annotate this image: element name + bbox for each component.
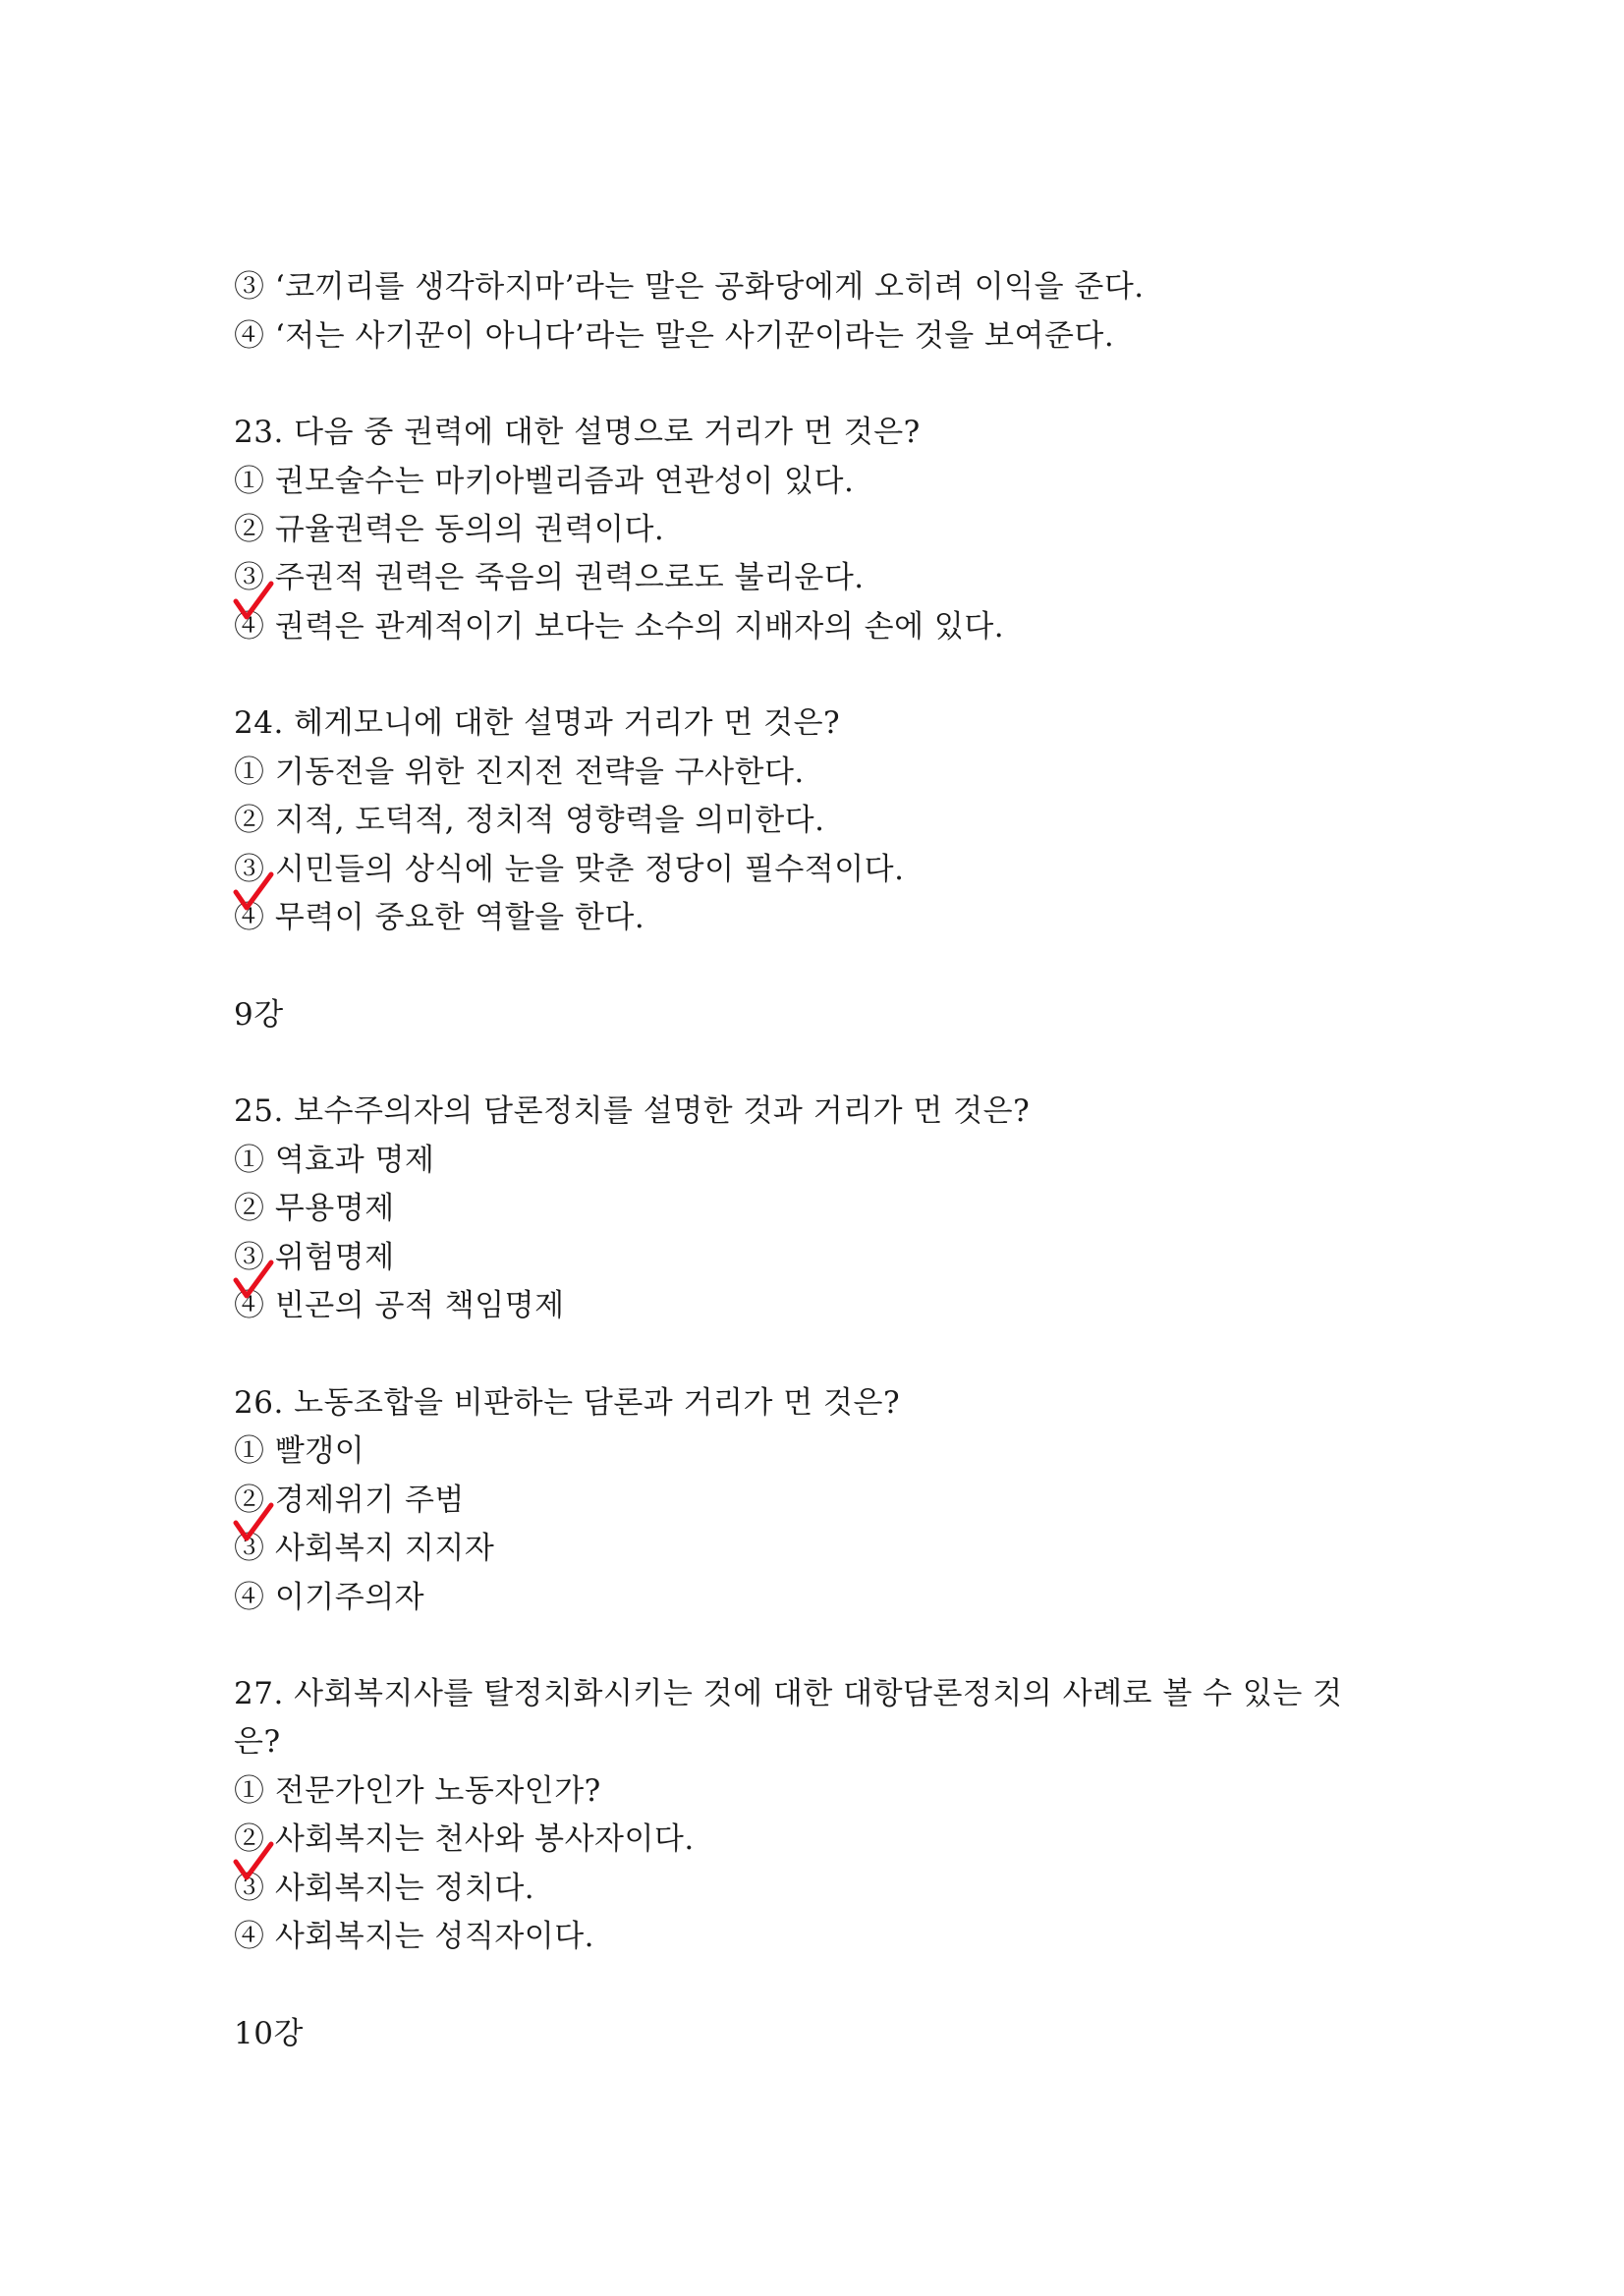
q26-option-2: ② 경제위기 주범 bbox=[234, 1483, 465, 1518]
checkmark-icon bbox=[232, 1501, 277, 1546]
q25-option-2: ② 무용명제 bbox=[234, 1191, 395, 1226]
q25-option-4: ④ 빈곤의 공적 책임명제 bbox=[234, 1288, 565, 1323]
q24-option-1: ① 기동전을 위한 진지전 전략을 구사한다. bbox=[234, 755, 805, 790]
q26-option-1: ① 빨갱이 bbox=[234, 1433, 365, 1469]
q27-option-3: ③ 사회복지는 정치다. bbox=[234, 1871, 535, 1906]
q26-option-4: ④ 이기주의자 bbox=[234, 1580, 425, 1615]
q24-option-4: ④ 무력이 중요한 역할을 한다. bbox=[234, 900, 645, 935]
checkmark-icon bbox=[232, 580, 277, 625]
q27-option-1: ① 전문가인가 노동자인가? bbox=[234, 1773, 601, 1809]
q24-option-2: ② 지적, 도덕적, 정치적 영향력을 의미한다. bbox=[234, 803, 825, 838]
q22-option-3: ③ ‘코끼리를 생각하지마’라는 말은 공화당에게 오히려 이익을 준다. bbox=[234, 269, 1145, 305]
q27-option-2: ② 사회복지는 천사와 봉사자이다. bbox=[234, 1821, 695, 1857]
q25-option-1: ① 역효과 명제 bbox=[234, 1143, 435, 1178]
q23-question: 23. 다음 중 권력에 대한 설명으로 거리가 먼 것은? bbox=[234, 415, 921, 450]
q23-option-1: ① 권모술수는 마키아벨리즘과 연관성이 있다. bbox=[234, 464, 855, 499]
q24-question: 24. 헤게모니에 대한 설명과 거리가 먼 것은? bbox=[234, 705, 841, 741]
q25-question: 25. 보수주의자의 담론정치를 설명한 것과 거리가 먼 것은? bbox=[234, 1093, 1031, 1129]
q23-option-4: ④ 권력은 관계적이기 보다는 소수의 지배자의 손에 있다. bbox=[234, 609, 1005, 644]
checkmark-icon bbox=[232, 1259, 277, 1304]
q27-question-continued: 은? bbox=[234, 1724, 281, 1760]
q26-question: 26. 노동조합을 비판하는 담론과 거리가 먼 것은? bbox=[234, 1385, 901, 1421]
section-heading-9: 9강 bbox=[234, 997, 284, 1033]
q23-option-2: ② 규율권력은 동의의 권력이다. bbox=[234, 512, 665, 547]
q24-option-3: ③ 시민들의 상식에 눈을 맞춘 정당이 필수적이다. bbox=[234, 852, 905, 887]
checkmark-icon bbox=[232, 870, 277, 916]
section-heading-10: 10강 bbox=[234, 2016, 304, 2051]
q23-option-3: ③ 주권적 권력은 죽음의 권력으로도 불리운다. bbox=[234, 560, 865, 595]
q27-question: 27. 사회복지사를 탈정치화시키는 것에 대한 대항담론정치의 사례로 볼 수 있는 것 bbox=[234, 1676, 1343, 1711]
q25-option-3: ③ 위험명제 bbox=[234, 1240, 395, 1275]
q26-option-3: ③ 사회복지 지지자 bbox=[234, 1531, 495, 1566]
checkmark-icon bbox=[232, 1840, 277, 1885]
q22-option-4: ④ ‘저는 사기꾼이 아니다’라는 말은 사기꾼이라는 것을 보여준다. bbox=[234, 318, 1115, 354]
q27-option-4: ④ 사회복지는 성직자이다. bbox=[234, 1919, 595, 1954]
